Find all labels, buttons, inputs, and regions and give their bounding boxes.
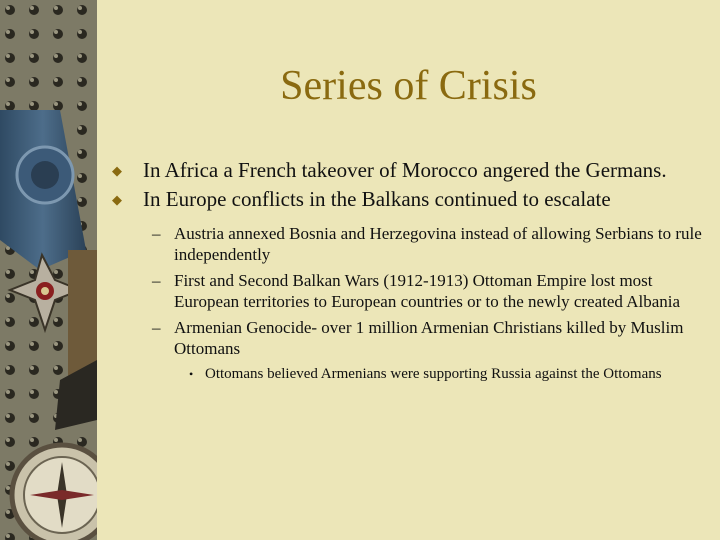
slide-content <box>97 0 720 540</box>
slide-title: Series of Crisis <box>280 63 537 109</box>
sub-sub-bullet-text: Ottomans believed Armenians were supporting Russia against the Ottomans <box>205 366 662 382</box>
bullet-text: In Africa a French takeover of Morocco angered the Germans. <box>143 158 667 182</box>
sub-bullet-text: Austria annexed Bosnia and Herzegovina instead of allowing Serbians to rule independently <box>174 224 702 264</box>
slide-body <box>97 158 707 384</box>
sub-bullet-item <box>97 317 707 359</box>
sub-sub-bullet-item <box>97 365 707 384</box>
sub-bullet-item <box>97 223 707 265</box>
bullet-diamond-icon: ◆ <box>112 193 122 208</box>
dot-marker: • <box>189 367 194 381</box>
medal-decorative-image <box>0 0 97 540</box>
bullet-item <box>97 187 707 212</box>
bullet-item <box>97 158 707 183</box>
sub-bullet-item <box>97 270 707 312</box>
sub-bullet-text: Armenian Genocide- over 1 million Armenian Christians killed by Muslim Ottomans <box>174 318 684 358</box>
sub-bullet-text: First and Second Balkan Wars (1912-1913) Ottoman Empire lost most European territories to European countries or to the newly created Albania <box>174 271 681 311</box>
dash-marker: – <box>152 224 161 243</box>
dash-marker: – <box>152 271 161 290</box>
dash-marker: – <box>152 318 161 337</box>
bullet-text: In Europe conflicts in the Balkans continued to escalate <box>143 187 611 211</box>
medal-and-compass-icon <box>0 0 97 540</box>
bullet-diamond-icon: ◆ <box>112 164 122 179</box>
